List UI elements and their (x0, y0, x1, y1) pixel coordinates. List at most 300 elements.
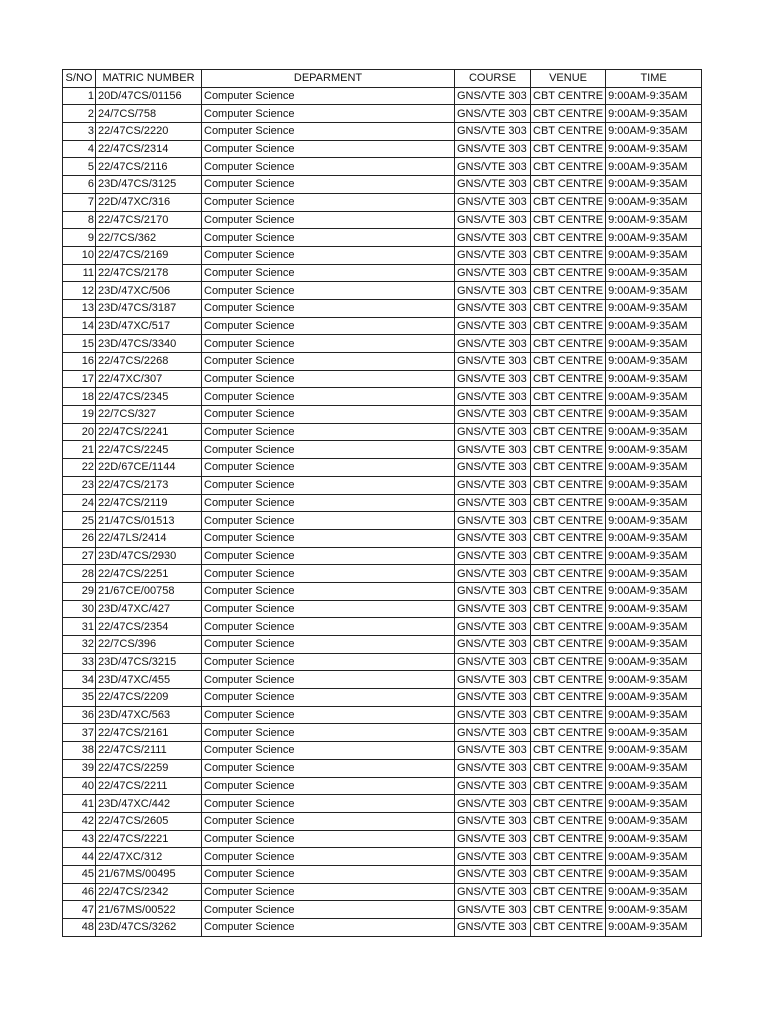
cell-course: GNS/VTE 303 (455, 370, 531, 388)
cell-course: GNS/VTE 303 (455, 671, 531, 689)
cell-course: GNS/VTE 303 (455, 441, 531, 459)
cell-sno: 16 (63, 353, 96, 371)
cell-matric-number: 22/47CS/2220 (96, 123, 202, 141)
cell-matric-number: 23D/47CS/3187 (96, 299, 202, 317)
cell-course: GNS/VTE 303 (455, 919, 531, 937)
cell-sno: 48 (63, 919, 96, 937)
cell-venue: CBT CENTRE (531, 582, 606, 600)
cell-venue: CBT CENTRE (531, 795, 606, 813)
cell-venue: CBT CENTRE (531, 512, 606, 530)
cell-sno: 37 (63, 724, 96, 742)
cell-venue: CBT CENTRE (531, 317, 606, 335)
cell-time: 9:00AM-9:35AM (606, 830, 702, 848)
cell-department: Computer Science (202, 158, 455, 176)
cell-department: Computer Science (202, 919, 455, 937)
cell-time: 9:00AM-9:35AM (606, 335, 702, 353)
cell-course: GNS/VTE 303 (455, 812, 531, 830)
cell-time: 9:00AM-9:35AM (606, 105, 702, 123)
cell-sno: 2 (63, 105, 96, 123)
cell-time: 9:00AM-9:35AM (606, 919, 702, 937)
cell-matric-number: 23D/47XC/455 (96, 671, 202, 689)
table-row (63, 689, 702, 707)
cell-sno: 29 (63, 582, 96, 600)
cell-matric-number: 22/47CS/2211 (96, 777, 202, 795)
header-time: TIME (606, 70, 702, 88)
table-row (63, 299, 702, 317)
table-row (63, 512, 702, 530)
cell-matric-number: 22/7CS/396 (96, 636, 202, 654)
cell-venue: CBT CENTRE (531, 264, 606, 282)
cell-sno: 1 (63, 87, 96, 105)
cell-venue: CBT CENTRE (531, 299, 606, 317)
table-row (63, 547, 702, 565)
cell-department: Computer Science (202, 883, 455, 901)
table-row (63, 264, 702, 282)
cell-venue: CBT CENTRE (531, 246, 606, 264)
cell-department: Computer Science (202, 777, 455, 795)
cell-matric-number: 23D/47XC/563 (96, 706, 202, 724)
cell-course: GNS/VTE 303 (455, 742, 531, 760)
cell-matric-number: 22/47CS/2116 (96, 158, 202, 176)
cell-matric-number: 23D/47XC/506 (96, 282, 202, 300)
cell-course: GNS/VTE 303 (455, 848, 531, 866)
cell-sno: 22 (63, 459, 96, 477)
header-course: COURSE (455, 70, 531, 88)
cell-department: Computer Science (202, 529, 455, 547)
cell-venue: CBT CENTRE (531, 176, 606, 194)
cell-sno: 36 (63, 706, 96, 724)
cell-venue: CBT CENTRE (531, 742, 606, 760)
cell-matric-number: 21/67CE/00758 (96, 582, 202, 600)
cell-venue: CBT CENTRE (531, 193, 606, 211)
cell-venue: CBT CENTRE (531, 282, 606, 300)
cell-sno: 11 (63, 264, 96, 282)
cell-time: 9:00AM-9:35AM (606, 459, 702, 477)
table-body (63, 87, 702, 936)
cell-department: Computer Science (202, 299, 455, 317)
cell-matric-number: 22/47CS/2111 (96, 742, 202, 760)
cell-venue: CBT CENTRE (531, 370, 606, 388)
cell-venue: CBT CENTRE (531, 653, 606, 671)
cell-matric-number: 22D/47XC/316 (96, 193, 202, 211)
cell-matric-number: 22/47CS/2345 (96, 388, 202, 406)
cell-department: Computer Science (202, 441, 455, 459)
cell-department: Computer Science (202, 636, 455, 654)
cell-course: GNS/VTE 303 (455, 264, 531, 282)
cell-time: 9:00AM-9:35AM (606, 353, 702, 371)
cell-venue: CBT CENTRE (531, 636, 606, 654)
cell-department: Computer Science (202, 176, 455, 194)
table-row (63, 176, 702, 194)
cell-time: 9:00AM-9:35AM (606, 777, 702, 795)
cell-course: GNS/VTE 303 (455, 795, 531, 813)
cell-department: Computer Science (202, 494, 455, 512)
cell-matric-number: 21/47CS/01513 (96, 512, 202, 530)
cell-department: Computer Science (202, 123, 455, 141)
table-row (63, 246, 702, 264)
cell-venue: CBT CENTRE (531, 406, 606, 424)
cell-matric-number: 23D/47XC/427 (96, 600, 202, 618)
table-row (63, 193, 702, 211)
cell-venue: CBT CENTRE (531, 865, 606, 883)
cell-department: Computer Science (202, 87, 455, 105)
cell-course: GNS/VTE 303 (455, 105, 531, 123)
cell-venue: CBT CENTRE (531, 123, 606, 141)
cell-sno: 8 (63, 211, 96, 229)
cell-venue: CBT CENTRE (531, 618, 606, 636)
table-row (63, 388, 702, 406)
cell-time: 9:00AM-9:35AM (606, 883, 702, 901)
cell-venue: CBT CENTRE (531, 919, 606, 937)
cell-time: 9:00AM-9:35AM (606, 706, 702, 724)
cell-department: Computer Science (202, 246, 455, 264)
cell-course: GNS/VTE 303 (455, 335, 531, 353)
cell-department: Computer Science (202, 848, 455, 866)
cell-time: 9:00AM-9:35AM (606, 87, 702, 105)
cell-course: GNS/VTE 303 (455, 512, 531, 530)
cell-time: 9:00AM-9:35AM (606, 795, 702, 813)
cell-department: Computer Science (202, 600, 455, 618)
cell-department: Computer Science (202, 282, 455, 300)
cell-department: Computer Science (202, 565, 455, 583)
table-row (63, 724, 702, 742)
table-row (63, 140, 702, 158)
cell-time: 9:00AM-9:35AM (606, 441, 702, 459)
cell-course: GNS/VTE 303 (455, 636, 531, 654)
schedule-table (62, 69, 702, 937)
cell-matric-number: 22/47XC/312 (96, 848, 202, 866)
cell-sno: 32 (63, 636, 96, 654)
table-row (63, 87, 702, 105)
cell-venue: CBT CENTRE (531, 476, 606, 494)
cell-course: GNS/VTE 303 (455, 565, 531, 583)
cell-matric-number: 22/47CS/2209 (96, 689, 202, 707)
cell-department: Computer Science (202, 423, 455, 441)
cell-time: 9:00AM-9:35AM (606, 812, 702, 830)
cell-matric-number: 20D/47CS/01156 (96, 87, 202, 105)
cell-sno: 13 (63, 299, 96, 317)
table-row (63, 459, 702, 477)
table-row (63, 370, 702, 388)
header-department: DEPARMENT (202, 70, 455, 88)
cell-department: Computer Science (202, 317, 455, 335)
cell-venue: CBT CENTRE (531, 759, 606, 777)
cell-matric-number: 23D/47CS/3125 (96, 176, 202, 194)
cell-time: 9:00AM-9:35AM (606, 246, 702, 264)
cell-department: Computer Science (202, 795, 455, 813)
table-row (63, 529, 702, 547)
cell-course: GNS/VTE 303 (455, 724, 531, 742)
cell-sno: 41 (63, 795, 96, 813)
cell-venue: CBT CENTRE (531, 494, 606, 512)
cell-sno: 6 (63, 176, 96, 194)
cell-course: GNS/VTE 303 (455, 759, 531, 777)
cell-sno: 47 (63, 901, 96, 919)
cell-matric-number: 22/47CS/2178 (96, 264, 202, 282)
cell-sno: 44 (63, 848, 96, 866)
cell-department: Computer Science (202, 229, 455, 247)
cell-sno: 39 (63, 759, 96, 777)
table-row (63, 618, 702, 636)
cell-matric-number: 22/47CS/2259 (96, 759, 202, 777)
cell-venue: CBT CENTRE (531, 689, 606, 707)
cell-sno: 4 (63, 140, 96, 158)
cell-department: Computer Science (202, 264, 455, 282)
cell-sno: 18 (63, 388, 96, 406)
cell-department: Computer Science (202, 759, 455, 777)
cell-department: Computer Science (202, 830, 455, 848)
table-row (63, 317, 702, 335)
cell-course: GNS/VTE 303 (455, 706, 531, 724)
cell-department: Computer Science (202, 901, 455, 919)
cell-sno: 34 (63, 671, 96, 689)
table-row (63, 565, 702, 583)
cell-department: Computer Science (202, 582, 455, 600)
table-row (63, 848, 702, 866)
cell-time: 9:00AM-9:35AM (606, 689, 702, 707)
header-sno: S/NO (63, 70, 96, 88)
cell-course: GNS/VTE 303 (455, 158, 531, 176)
cell-venue: CBT CENTRE (531, 423, 606, 441)
cell-time: 9:00AM-9:35AM (606, 865, 702, 883)
cell-matric-number: 22/47CS/2354 (96, 618, 202, 636)
cell-venue: CBT CENTRE (531, 353, 606, 371)
cell-time: 9:00AM-9:35AM (606, 653, 702, 671)
cell-sno: 45 (63, 865, 96, 883)
cell-department: Computer Science (202, 140, 455, 158)
cell-matric-number: 22/47CS/2342 (96, 883, 202, 901)
cell-sno: 21 (63, 441, 96, 459)
table-row (63, 759, 702, 777)
cell-sno: 10 (63, 246, 96, 264)
cell-matric-number: 22/7CS/362 (96, 229, 202, 247)
table-row (63, 706, 702, 724)
table-row (63, 671, 702, 689)
cell-time: 9:00AM-9:35AM (606, 724, 702, 742)
cell-venue: CBT CENTRE (531, 335, 606, 353)
cell-matric-number: 22/47CS/2251 (96, 565, 202, 583)
table-row (63, 211, 702, 229)
cell-course: GNS/VTE 303 (455, 600, 531, 618)
table-row (63, 441, 702, 459)
table-row (63, 795, 702, 813)
cell-venue: CBT CENTRE (531, 724, 606, 742)
cell-matric-number: 24/7CS/758 (96, 105, 202, 123)
cell-matric-number: 22/47CS/2170 (96, 211, 202, 229)
cell-time: 9:00AM-9:35AM (606, 140, 702, 158)
cell-time: 9:00AM-9:35AM (606, 618, 702, 636)
cell-time: 9:00AM-9:35AM (606, 742, 702, 760)
table-row (63, 812, 702, 830)
cell-department: Computer Science (202, 370, 455, 388)
cell-venue: CBT CENTRE (531, 459, 606, 477)
cell-time: 9:00AM-9:35AM (606, 636, 702, 654)
cell-sno: 40 (63, 777, 96, 795)
cell-matric-number: 22/47LS/2414 (96, 529, 202, 547)
cell-matric-number: 23D/47CS/2930 (96, 547, 202, 565)
cell-department: Computer Science (202, 459, 455, 477)
cell-time: 9:00AM-9:35AM (606, 512, 702, 530)
table-row (63, 229, 702, 247)
cell-sno: 27 (63, 547, 96, 565)
cell-sno: 33 (63, 653, 96, 671)
cell-matric-number: 22/47CS/2314 (96, 140, 202, 158)
cell-course: GNS/VTE 303 (455, 193, 531, 211)
cell-sno: 17 (63, 370, 96, 388)
cell-sno: 9 (63, 229, 96, 247)
cell-sno: 30 (63, 600, 96, 618)
cell-venue: CBT CENTRE (531, 388, 606, 406)
cell-sno: 23 (63, 476, 96, 494)
cell-department: Computer Science (202, 211, 455, 229)
cell-matric-number: 22/47CS/2241 (96, 423, 202, 441)
cell-time: 9:00AM-9:35AM (606, 547, 702, 565)
cell-matric-number: 21/67MS/00522 (96, 901, 202, 919)
cell-course: GNS/VTE 303 (455, 830, 531, 848)
cell-time: 9:00AM-9:35AM (606, 406, 702, 424)
cell-course: GNS/VTE 303 (455, 211, 531, 229)
cell-course: GNS/VTE 303 (455, 582, 531, 600)
cell-department: Computer Science (202, 706, 455, 724)
table-row (63, 901, 702, 919)
cell-time: 9:00AM-9:35AM (606, 600, 702, 618)
cell-sno: 38 (63, 742, 96, 760)
cell-matric-number: 22/47CS/2605 (96, 812, 202, 830)
cell-course: GNS/VTE 303 (455, 547, 531, 565)
cell-venue: CBT CENTRE (531, 565, 606, 583)
cell-course: GNS/VTE 303 (455, 140, 531, 158)
cell-sno: 28 (63, 565, 96, 583)
cell-matric-number: 22/47CS/2173 (96, 476, 202, 494)
cell-department: Computer Science (202, 724, 455, 742)
cell-department: Computer Science (202, 335, 455, 353)
table-row (63, 406, 702, 424)
cell-sno: 12 (63, 282, 96, 300)
table-row (63, 777, 702, 795)
cell-department: Computer Science (202, 742, 455, 760)
cell-course: GNS/VTE 303 (455, 406, 531, 424)
cell-department: Computer Science (202, 689, 455, 707)
cell-sno: 46 (63, 883, 96, 901)
cell-venue: CBT CENTRE (531, 812, 606, 830)
cell-matric-number: 22/47XC/307 (96, 370, 202, 388)
cell-venue: CBT CENTRE (531, 105, 606, 123)
cell-course: GNS/VTE 303 (455, 317, 531, 335)
cell-department: Computer Science (202, 618, 455, 636)
cell-matric-number: 21/67MS/00495 (96, 865, 202, 883)
cell-time: 9:00AM-9:35AM (606, 582, 702, 600)
cell-course: GNS/VTE 303 (455, 901, 531, 919)
cell-sno: 31 (63, 618, 96, 636)
cell-course: GNS/VTE 303 (455, 299, 531, 317)
cell-venue: CBT CENTRE (531, 671, 606, 689)
table-row (63, 830, 702, 848)
cell-matric-number: 23D/47XC/442 (96, 795, 202, 813)
cell-course: GNS/VTE 303 (455, 883, 531, 901)
table-row (63, 883, 702, 901)
cell-sno: 14 (63, 317, 96, 335)
cell-sno: 5 (63, 158, 96, 176)
table-row (63, 282, 702, 300)
cell-time: 9:00AM-9:35AM (606, 282, 702, 300)
cell-sno: 15 (63, 335, 96, 353)
cell-department: Computer Science (202, 865, 455, 883)
cell-department: Computer Science (202, 671, 455, 689)
cell-sno: 42 (63, 812, 96, 830)
cell-time: 9:00AM-9:35AM (606, 494, 702, 512)
cell-matric-number: 23D/47CS/3340 (96, 335, 202, 353)
cell-venue: CBT CENTRE (531, 848, 606, 866)
cell-course: GNS/VTE 303 (455, 653, 531, 671)
cell-course: GNS/VTE 303 (455, 689, 531, 707)
cell-department: Computer Science (202, 476, 455, 494)
cell-time: 9:00AM-9:35AM (606, 565, 702, 583)
cell-department: Computer Science (202, 193, 455, 211)
cell-course: GNS/VTE 303 (455, 777, 531, 795)
cell-course: GNS/VTE 303 (455, 423, 531, 441)
cell-sno: 20 (63, 423, 96, 441)
table-row (63, 423, 702, 441)
cell-course: GNS/VTE 303 (455, 529, 531, 547)
cell-venue: CBT CENTRE (531, 777, 606, 795)
cell-venue: CBT CENTRE (531, 87, 606, 105)
cell-matric-number: 22/47CS/2169 (96, 246, 202, 264)
table-row (63, 865, 702, 883)
table-row (63, 494, 702, 512)
cell-time: 9:00AM-9:35AM (606, 123, 702, 141)
cell-department: Computer Science (202, 388, 455, 406)
table-row (63, 600, 702, 618)
cell-venue: CBT CENTRE (531, 883, 606, 901)
cell-sno: 35 (63, 689, 96, 707)
cell-department: Computer Science (202, 547, 455, 565)
cell-sno: 7 (63, 193, 96, 211)
table-row (63, 582, 702, 600)
cell-course: GNS/VTE 303 (455, 618, 531, 636)
cell-sno: 26 (63, 529, 96, 547)
table-row (63, 476, 702, 494)
cell-sno: 19 (63, 406, 96, 424)
cell-matric-number: 22/47CS/2221 (96, 830, 202, 848)
table-row (63, 919, 702, 937)
header-row (63, 70, 702, 88)
cell-department: Computer Science (202, 812, 455, 830)
table-row (63, 158, 702, 176)
cell-department: Computer Science (202, 406, 455, 424)
cell-time: 9:00AM-9:35AM (606, 423, 702, 441)
table-row (63, 653, 702, 671)
cell-matric-number: 23D/47CS/3262 (96, 919, 202, 937)
table-row (63, 353, 702, 371)
table-row (63, 636, 702, 654)
cell-time: 9:00AM-9:35AM (606, 476, 702, 494)
cell-matric-number: 22/47CS/2268 (96, 353, 202, 371)
cell-course: GNS/VTE 303 (455, 494, 531, 512)
cell-time: 9:00AM-9:35AM (606, 901, 702, 919)
cell-department: Computer Science (202, 512, 455, 530)
cell-time: 9:00AM-9:35AM (606, 759, 702, 777)
cell-sno: 25 (63, 512, 96, 530)
cell-time: 9:00AM-9:35AM (606, 848, 702, 866)
cell-course: GNS/VTE 303 (455, 246, 531, 264)
cell-matric-number: 22/47CS/2119 (96, 494, 202, 512)
cell-venue: CBT CENTRE (531, 441, 606, 459)
cell-time: 9:00AM-9:35AM (606, 264, 702, 282)
cell-time: 9:00AM-9:35AM (606, 671, 702, 689)
cell-venue: CBT CENTRE (531, 901, 606, 919)
cell-venue: CBT CENTRE (531, 211, 606, 229)
cell-course: GNS/VTE 303 (455, 229, 531, 247)
